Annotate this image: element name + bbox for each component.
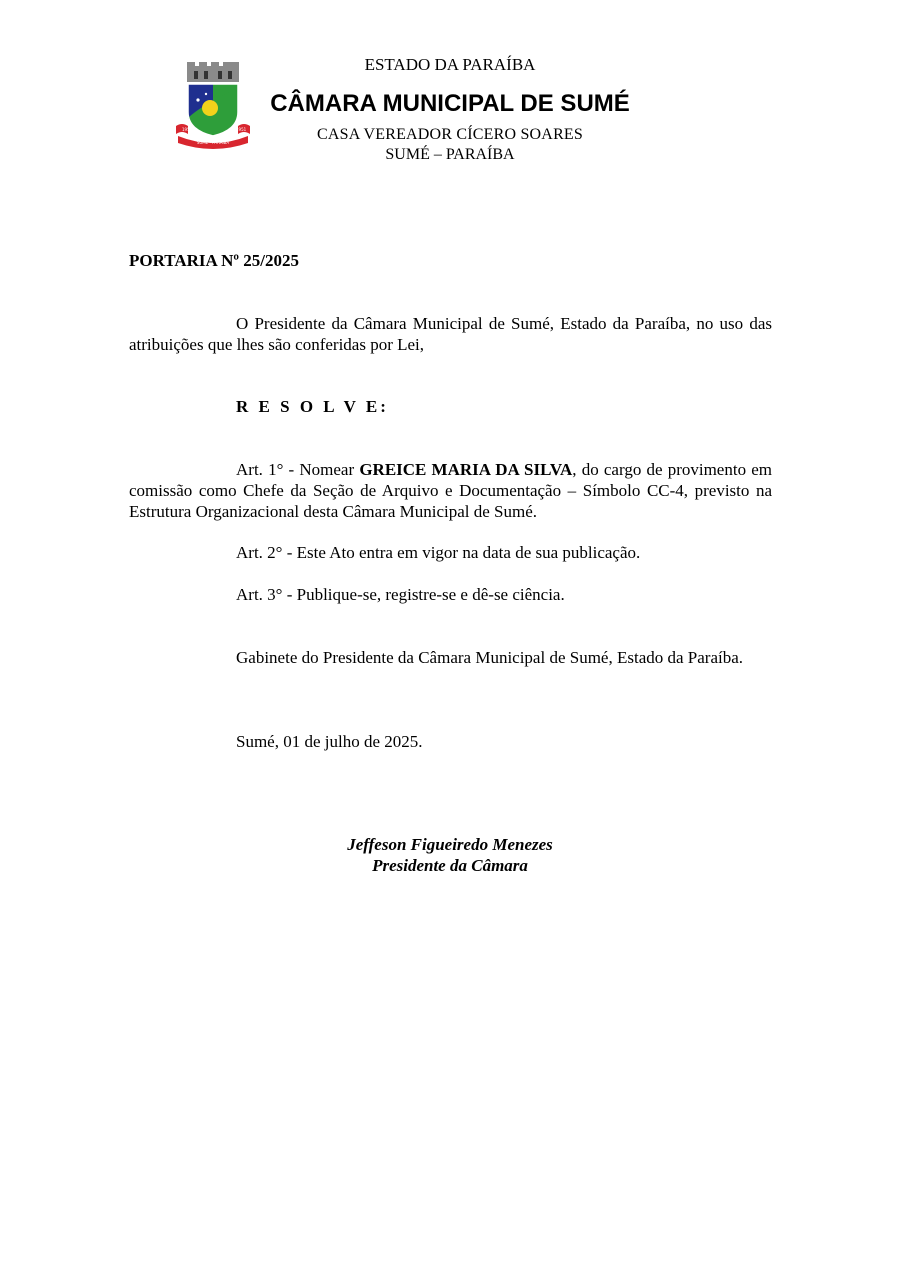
ribbon-right-label: 1951 [236, 127, 247, 132]
resolve-heading: R E S O L V E: [236, 397, 389, 416]
article-3: Art. 3° - Publique-se, registre-se e dê-se ciência. [236, 585, 565, 604]
ribbon-motto: SUMÉ - PARAÍBA [196, 140, 230, 145]
article-1-text: , do cargo de provimento em comissão como Chefe da Seção de Arquivo e Documentação – Símbolo CC-4, previsto na Estrutura Organizacional desta Câmara Municipal de Sumé. [129, 460, 773, 521]
document-date: Sumé, 01 de julho de 2025. [236, 732, 423, 751]
ribbon-left-label: 1951 [182, 127, 193, 132]
article-1 [129, 459, 772, 522]
header-house-name: CASA VEREADOR CÍCERO SOARES [316, 126, 584, 143]
ordinance-number: PORTARIA Nº 25/2025 [129, 251, 299, 270]
article-2: Art. 2° - Este Ato entra em vigor na data de sua publicação. [236, 543, 641, 562]
preamble-paragraph: O Presidente da Câmara Municipal de Sumé, Estado da Paraíba, no uso das atribuições que lhes são conferidas por Lei, [129, 314, 772, 354]
header-state: ESTADO DA PARAÍBA [364, 55, 536, 74]
header-chamber-title: CÂMARA MUNICIPAL DE SUMÉ [270, 90, 630, 117]
closing-paragraph: Gabinete do Presidente da Câmara Municipal de Sumé, Estado da Paraíba. [236, 648, 744, 667]
signatory-name: Jeffeson Figueiredo Menezes [347, 835, 553, 854]
header-city: SUMÉ – PARAÍBA [385, 146, 515, 163]
appointee-name: GREICE MARIA DA SILVA [359, 460, 573, 479]
signatory-title: Presidente da Câmara [372, 856, 528, 875]
article-1-prefix: Art. 1° - Nomear [236, 460, 360, 479]
